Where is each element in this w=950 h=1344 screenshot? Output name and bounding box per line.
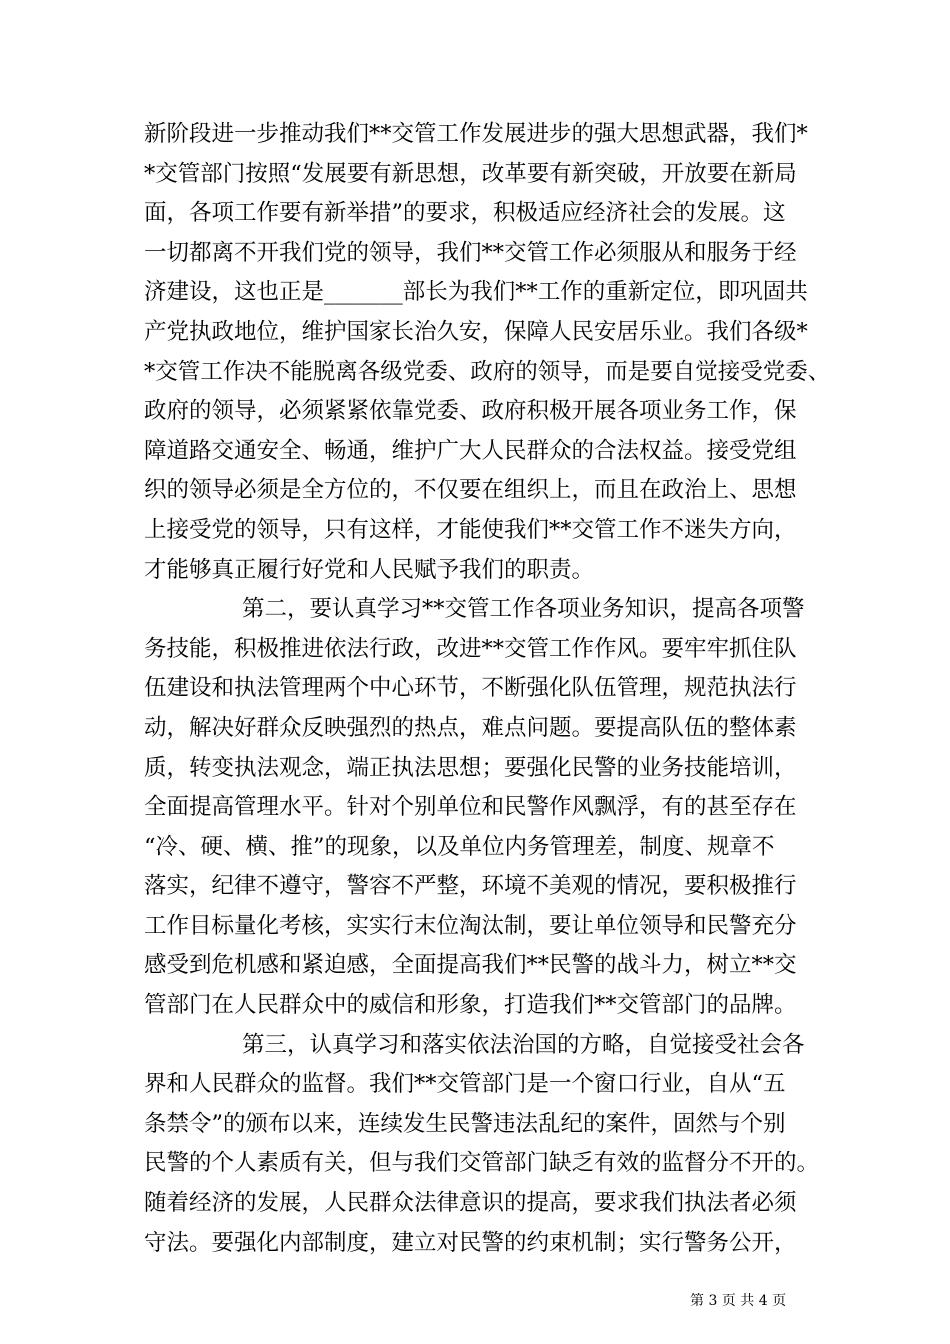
text-line: 一切都离不开我们党的领导，我们**交管工作必须服从和服务于经 — [144, 239, 797, 266]
text-line: 界和人民群众的监督。我们**交管部门是一个窗口行业，自从“五 — [144, 1071, 786, 1098]
page-number-footer: 第 3 页 共 4 页 — [690, 1293, 787, 1309]
text-line: 落实，纪律不遵守，警容不严整，环境不美观的情况，要积极推行 — [144, 873, 797, 900]
text-line: 障道路交通安全、畅通，维护广大人民群众的合法权益。接受党组 — [144, 437, 797, 464]
text-line: 质，转变执法观念，端正执法思想；要强化民警的业务技能培训， — [144, 754, 797, 781]
text-line: 政府的领导，必须紧紧依靠党委、政府积极开展各项业务工作，保 — [144, 398, 797, 425]
text-line: 才能够真正履行好党和人民赋予我们的职责。 — [144, 556, 595, 583]
text-line: 上接受党的领导，只有这样，才能使我们**交管工作不迷失方向， — [144, 516, 797, 543]
text-line: “冷、硬、横、推”的现象，以及单位内务管理差，制度、规章不 — [144, 833, 775, 860]
text-line: 务技能，积极推进依法行政，改进**交管工作作风。要牢牢抓住队 — [144, 635, 797, 662]
text-line: *交管部门按照“发展要有新思想，改革要有新突破，开放要在新局 — [144, 160, 797, 187]
text-line: 感受到危机感和紧迫感，全面提高我们**民警的战斗力，树立**交 — [144, 952, 797, 979]
text-line: 面，各项工作要有新举措”的要求，积极适应经济社会的发展。这 — [144, 200, 786, 227]
text-line: 产党执政地位，维护国家长治久安，保障人民安居乐业。我们各级* — [144, 318, 808, 345]
text-line: 新阶段进一步推动我们**交管工作发展进步的强大思想武器，我们* — [144, 121, 808, 147]
text-line: 济建设，这也正是_______部长为我们**工作的重新定位，即巩固共 — [144, 279, 808, 306]
text-line: *交管工作决不能脱离各级党委、政府的领导，而是要自觉接受党委、 — [144, 358, 831, 385]
text-line: 管部门在人民群众中的威信和形象，打造我们**交管部门的品牌。 — [144, 992, 797, 1019]
text-line: 伍建设和执法管理两个中心环节，不断强化队伍管理，规范执法行 — [144, 675, 797, 702]
text-line: 随着经济的发展，人民群众法律意识的提高，要求我们执法者必须 — [144, 1190, 797, 1217]
text-line: 全面提高管理水平。针对个别单位和民警作风飘浮，有的甚至存在 — [144, 794, 797, 821]
body-text — [144, 115, 831, 1263]
paragraph-first-line: 第二，要认真学习**交管工作各项业务知识，提高各项警 — [242, 596, 805, 623]
text-line: 民警的个人素质有关，但与我们交管部门缺乏有效的监督分不开的。 — [144, 1150, 820, 1177]
text-line: 织的领导必须是全方位的，不仅要在组织上，而且在政治上、思想 — [144, 477, 797, 504]
text-line: 工作目标量化考核，实实行末位淘汰制，要让单位领导和民警充分 — [144, 912, 797, 939]
paragraph-first-line: 第三，认真学习和落实依法治国的方略，自觉接受社会各 — [242, 1031, 805, 1058]
text-line: 守法。要强化内部制度，建立对民警的约束机制；实行警务公开， — [144, 1229, 797, 1256]
text-line: 条禁令”的颁布以来，连续发生民警违法乱纪的案件，固然与个别 — [144, 1110, 786, 1137]
text-line: 动，解决好群众反映强烈的热点，难点问题。要提高队伍的整体素 — [144, 714, 797, 741]
